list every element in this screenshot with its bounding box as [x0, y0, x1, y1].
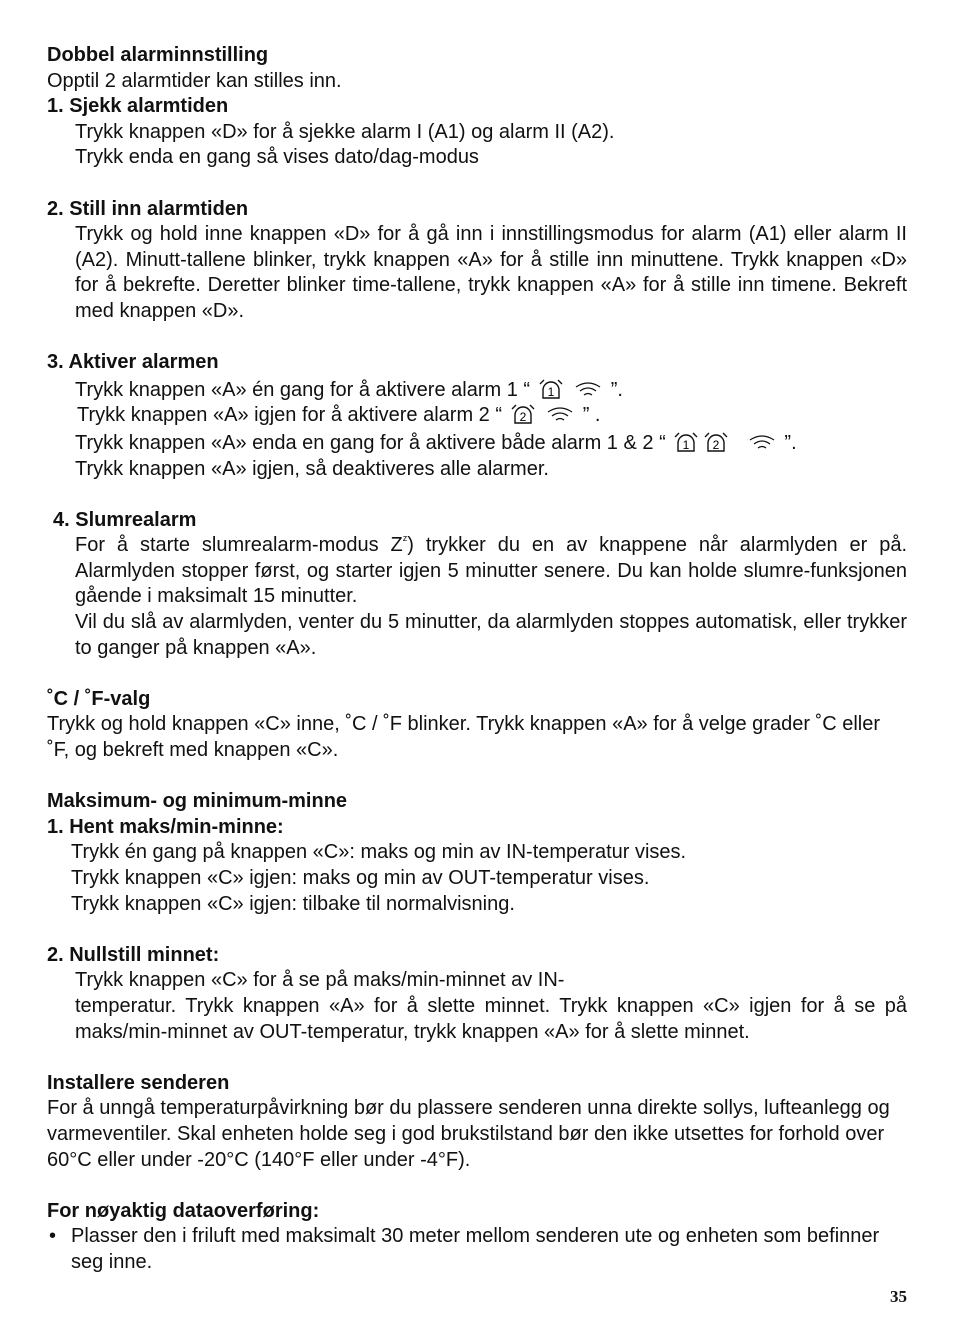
alarm-bell-2-icon — [703, 431, 729, 453]
section-title-temp-unit: ˚C / ˚F-valg — [47, 687, 151, 710]
alarm-bell-1-icon — [538, 378, 564, 400]
subheading-set-alarm: 2. Still inn alarmtiden — [47, 197, 249, 220]
page-number: 35 — [890, 1287, 907, 1306]
activate-alarm-1-line: Trykk knappen «A» én gang for å aktivere alarm 1 “ 1 ”. — [75, 378, 623, 401]
paragraph: Trykk enda en gang så vises dato/dag-modus — [75, 146, 479, 169]
radio-signal-icon — [573, 380, 603, 400]
activate-alarm-2-line: Trykk knappen «A» igjen for å aktivere alarm 2 “ 2 ” . — [77, 404, 601, 427]
paragraph: Trykk knappen «C» igjen: tilbake til normalvisning. — [71, 892, 515, 915]
svg-text:2: 2 — [712, 437, 720, 452]
paragraph: Trykk knappen «C» igjen: maks og min av OUT-temperatur vises. — [71, 867, 650, 889]
paragraph: Vil du slå av alarmlyden, venter du 5 minutter, da alarmlyden stoppes automatisk, eller trykker to ganger på knappen «A». — [75, 611, 907, 659]
radio-signal-icon — [747, 433, 777, 453]
paragraph: temperatur. Trykk knappen «A» for å slette minnet. Trykk knappen «C» igjen for å se på maks/min-minnet av OUT-temperatur, trykk knappen «A» for å slette minnet. — [75, 994, 907, 1043]
manual-page — [47, 43, 907, 1276]
svg-text:2: 2 — [519, 410, 526, 425]
paragraph: For å starte slumrealarm-modus $Z^z$) trykker du en av knappene når alarmlyden er på. Alarmlyden stopper først, og starter igjen 5 minutter senere. Du kan holde slumre-funksjonen gående i maksimalt 15 minutter. — [75, 533, 908, 608]
paragraph: For å unngå temperaturpåvirkning bør du plassere senderen unna direkte sollys, lufteanlegg og varmeventiler. Skal enheten holde seg i god brukstilstand bør den ikke utsettes for forhold over 60°C eller under -20°C (140°F eller under -4°F). — [47, 1097, 890, 1171]
paragraph: Trykk og hold inne knappen «D» for å gå inn i innstillingsmodus for alarm (A1) eller alarm II (A2). Minutt-tallene blinker, trykk knappen «A» for å stille inn minuttene. Trykk knappen «D» for å bekrefte. Deretter blinker time-tallene, trykk knappen «A» for å stille inn timene. Bekreft med knappen «D». — [75, 223, 907, 322]
list-item: • Plasser den i friluft med maksimalt 30 meter mellom senderen ute og enheten som befinner seg inne. — [49, 1225, 880, 1273]
bullet-icon: • — [49, 1225, 57, 1248]
section-title-data-transfer: For nøyaktig dataoverføring: — [47, 1199, 320, 1222]
paragraph: Trykk knappen «D» for å sjekke alarm I (A1) og alarm II (A2). — [75, 120, 615, 143]
section-title-dual-alarm: Dobbel alarminnstilling — [47, 44, 269, 66]
alarm-bell-2-icon — [510, 403, 536, 425]
subheading-snooze: 4. Slumrealarm — [53, 508, 197, 531]
subheading-reset-memory: 2. Nullstill minnet: — [47, 943, 220, 966]
paragraph: Trykk knappen «A» igjen, så deaktiveres alle alarmer. — [75, 457, 549, 480]
svg-text:1: 1 — [547, 384, 554, 399]
paragraph: Trykk og hold knappen «C» inne, ˚C / ˚F blinker. Trykk knappen «A» for å velge grader ˚C eller ˚F, og bekreft med knappen «C». — [47, 713, 880, 762]
paragraph: Trykk knappen «C» for å se på maks/min-minnet av IN- — [75, 969, 565, 992]
section-title-install-sender: Installere senderen — [47, 1071, 230, 1094]
intro-text: Opptil 2 alarmtider kan stilles inn. — [47, 69, 342, 92]
alarm-bell-1-icon — [673, 431, 699, 453]
subheading-check-alarm: 1. Sjekk alarmtiden — [47, 95, 229, 118]
section-title-max-min: Maksimum- og minimum-minne — [47, 790, 348, 813]
subheading-get-max-min: 1. Hent maks/min-minne: — [47, 815, 284, 838]
radio-signal-icon — [545, 405, 575, 425]
subheading-activate-alarm: 3. Aktiver alarmen — [47, 351, 219, 374]
paragraph: Trykk én gang på knappen «C»: maks og min av IN-temperatur vises. — [71, 841, 687, 864]
svg-text:1: 1 — [682, 437, 690, 452]
activate-both-alarms-line: Trykk knappen «A» enda en gang for å aktivere både alarm 1 & 2 “ 1 2 ”. — [75, 431, 797, 454]
